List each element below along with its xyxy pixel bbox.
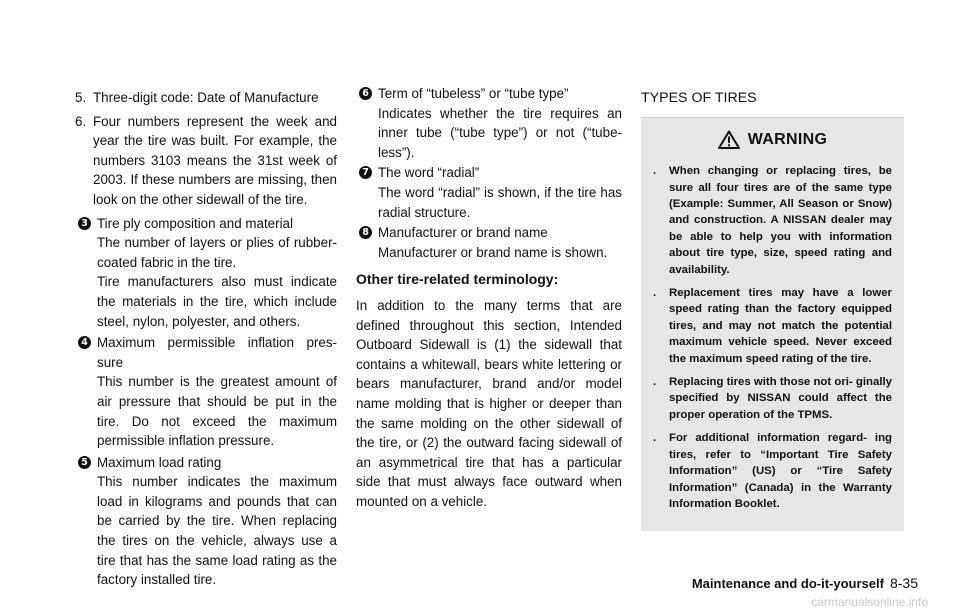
- page-footer: [692, 575, 918, 591]
- callout-4: [75, 333, 337, 451]
- warning-item: [653, 430, 892, 512]
- subheading: Other tire-related terminology:: [356, 271, 559, 288]
- callout-text: Indicates whether the tire requires an inner tube (“tube type”) or not (“tube- less”).: [378, 105, 622, 160]
- body-paragraph: In addition to the many terms that are defined throughout this section, Intended Outboard Sidewall is (1) the sidewall that contains a whitewall, bears white lettering or bears manufacturer, brand and/or model name molding that is higher or deeper than the same molding on the other sidewall of the tire, or (2) the outward facing sidewall of an asymmetrical tire that has a particular side that must always face outward when mounted on a vehicle.: [356, 297, 622, 509]
- callout-8: [356, 223, 622, 262]
- callout-text: This number indicates the maximum load in kilograms and pounds that can be carried by the tire. When replacing the tires on the vehicle, always use a tire that has the same load rating as the factory installed tire.: [97, 474, 337, 588]
- warning-box: [641, 117, 904, 532]
- section-title: TYPES OF TIRES: [641, 90, 757, 106]
- warning-text: When changing or replacing tires, be sure all four tires are of the same type (Example: Summer, All Season or Snow) and construction. A NISSAN dealer may be able to help you with information about tire type, size, speed rating and availability.: [669, 165, 892, 276]
- warning-triangle-icon: [718, 130, 740, 149]
- list-text: Three-digit code: Date of Manufacture: [93, 90, 319, 105]
- list-number: 6.: [75, 113, 87, 129]
- bullet: .: [653, 376, 657, 389]
- callout-text: The number of layers or plies of rubber-coated fabric in the tire.: [97, 235, 337, 270]
- callout-text: Tire manufacturers also must indicate the materials in the tire, which include steel, nylon, polyester, and others.: [97, 274, 337, 329]
- callout-number-badge: 6: [359, 87, 372, 100]
- callout-3: [75, 214, 337, 332]
- bullet: .: [653, 287, 657, 300]
- bullet: .: [653, 432, 657, 445]
- callout-title: The word “radial”: [378, 165, 480, 181]
- callout-number-badge: 8: [359, 226, 372, 239]
- watermark: carmanualsonline.info: [811, 595, 928, 609]
- list-number: 5.: [75, 90, 87, 105]
- callout-title: Tire ply composition and material: [97, 215, 293, 231]
- warning-item: [653, 285, 892, 367]
- warning-text: For additional information regard- ing tires, refer to “Important Tire Safety Information” (US) or “Tire Safety Information” (Canada) in the Warranty Information Booklet.: [669, 432, 892, 510]
- callout-number-badge: 3: [78, 217, 91, 230]
- callout-text: This number is the greatest amount of air pressure that should be put in the tire. Do not exceed the maximum permissible inflation pressure.: [97, 374, 337, 449]
- callout-title: Maximum load rating: [97, 454, 222, 470]
- callout-7: [356, 163, 622, 222]
- list-item-5: [75, 88, 337, 108]
- callout-number-badge: 7: [359, 166, 372, 179]
- list-item-6: [75, 112, 337, 210]
- callout-number-badge: 5: [78, 456, 91, 469]
- list-text: Four numbers represent the week and year the tire was built. For example, the numbers 3103 means the 31st week of 2003. If these numbers are missing, then look on the other sidewall of the tire.: [93, 113, 337, 207]
- callout-text: Manufacturer or brand name is shown.: [378, 244, 608, 260]
- warning-list: [653, 163, 892, 512]
- callout-title: Term of “tubeless” or “tube type”: [378, 86, 569, 101]
- page-number: 8-35: [889, 575, 918, 591]
- bullet: .: [653, 165, 657, 178]
- warning-item: [653, 163, 892, 278]
- callout-text: The word “radial” is shown, if the tire has radial structure.: [378, 184, 622, 220]
- callout-5: [75, 453, 337, 590]
- column-left: [75, 88, 337, 592]
- callout-6: [356, 84, 622, 162]
- warning-label: WARNING: [747, 130, 828, 148]
- warning-text: Replacement tires may have a lower speed rating than the factory equipped tires, and may not match the potential maximum vehicle speed. Never exceed the maximum speed rating of the tire.: [669, 287, 892, 365]
- footer-section-name: Maintenance and do-it-yourself: [691, 576, 884, 591]
- warning-heading: [653, 130, 892, 150]
- warning-text: Replacing tires with those not ori- ginally specified by NISSAN could affect the proper operation of the TPMS.: [669, 376, 892, 421]
- column-middle: [356, 84, 622, 511]
- callout-title: Maximum permissible inflation pres- sure: [97, 335, 337, 370]
- warning-item: [653, 374, 892, 423]
- column-right: [641, 88, 904, 531]
- callout-number-badge: 4: [78, 336, 91, 349]
- callout-title: Manufacturer or brand name: [378, 225, 548, 241]
